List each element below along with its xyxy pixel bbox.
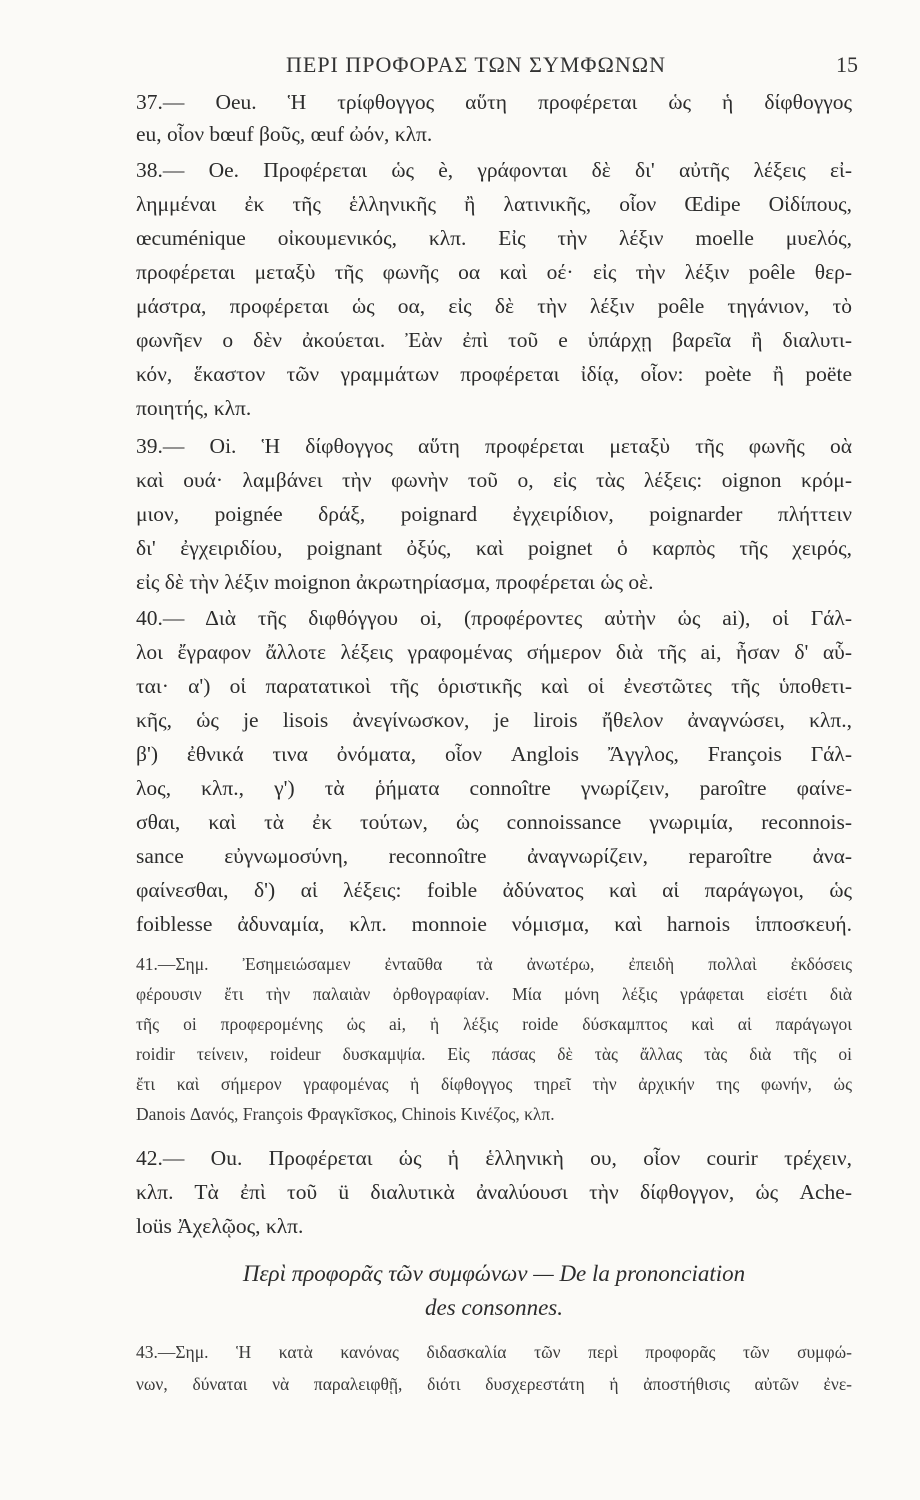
text-line: 42.— Ou. Προφέρεται ὡς ἡ ἑλληνικὴ ου, οἷον courir τρέχειν, <box>136 1146 852 1170</box>
text-line: 38.— Oe. Προφέρεται ὡς è, γράφονται δὲ δι' αὐτῆς λέξεις εἰ- <box>136 158 852 182</box>
text-line: φαίνεσθαι, δ') αἱ λέξεις: foible ἀδύνατος καὶ αἱ παράγωγοι, ὡς <box>136 878 852 902</box>
note-line: 43.—Σημ. Ἡ κατὰ κανόνας διδασκαλία τῶν περὶ προφορᾶς τῶν συμφώ- <box>136 1342 852 1362</box>
text-line: κῆς, ὡς je lisois ἀνεγίνωσκον, je lirois ἤθελον ἀναγνώσει, κλπ., <box>136 708 852 732</box>
text-line: 37.— Oeu. Ἡ τρίφθογγος αὕτη προφέρεται ὡς ἡ δίφθογγος <box>136 90 852 114</box>
note-line: ἔτι καὶ σήμερον γραφομένας ἡ δίφθογγος τηρεῖ τὴν ἀρχικήν της φωνήν, ὡς <box>136 1074 852 1094</box>
text-line: foiblesse ἀδυναμία, κλπ. monnoie νόμισμα, καὶ harnois ἱπποσκευή. <box>136 912 852 936</box>
page-number: 15 <box>836 52 858 77</box>
text-line: 40.— Διὰ τῆς διφθόγγου oi, (προφέροντες αὐτὴν ὡς ai), οἱ Γάλ- <box>136 606 852 630</box>
text-line: καὶ ουά· λαμβάνει τὴν φωνὴν τοῦ ο, εἰς τὰς λέξεις: oignon κρόμ- <box>136 468 852 492</box>
note-line: τῆς oi προφερομένης ὡς ai, ἡ λέξις roide δύσκαμπτος καὶ αἱ παράγωγοι <box>136 1014 852 1034</box>
text-line: μιον, poignée δράξ, poignard ἐγχειρίδιον, poignarder πλήττειν <box>136 502 852 526</box>
text-line: εἰς δὲ τὴν λέξιν moignon ἀκρωτηρίασμα, προφέρεται ὡς οὲ. <box>136 570 654 594</box>
text-line: 39.— Oi. Ἡ δίφθογγος αὕτη προφέρεται μεταξὺ τῆς φωνῆς οὰ <box>136 434 852 458</box>
note-line: νων, δύναται νὰ παραλειφθῇ, διότι δυσχερεστάτη ἡ ἀποστήθισις αὐτῶν ἐνε- <box>136 1374 852 1394</box>
running-title: ΠΕΡΙ ΠΡΟΦΟΡΑΣ ΤΩΝ ΣΥΜΦΩΝΩΝ <box>286 52 666 77</box>
text-line: κόν, ἕκαστον τῶν γραμμάτων προφέρεται ἰδίᾳ, οἷον: poète ἢ poëte <box>136 362 852 386</box>
text-line: sance εὐγνωμοσύνη, reconnoître ἀναγνωρίζειν, reparoître ἀνα- <box>136 844 852 868</box>
note-line: roidir τείνειν, roideur δυσκαμψία. Εἰς πάσας δὲ τὰς ἄλλας τὰς διὰ τῆς oi <box>136 1044 852 1064</box>
text-line: λος, κλπ., γ') τὰ ῥήματα connoître γνωρίζειν, paroître φαίνε- <box>136 776 852 800</box>
section-heading-continued: des consonnes. <box>425 1295 563 1320</box>
text-line: λημμέναι ἐκ τῆς ἑλληνικῆς ἢ λατινικῆς, οἷον Œdipe Οἰδίπους, <box>136 192 852 216</box>
text-line: φωνῆεν ο δὲν ἀκούεται. Ἐὰν ἐπὶ τοῦ e ὑπάρχῃ βαρεῖα ἢ διαλυτι- <box>136 328 852 352</box>
text-line: μάστρα, προφέρεται ὡς οα, εἰς δὲ τὴν λέξιν poêle τηγάνιον, τὸ <box>136 294 852 318</box>
text-line: προφέρεται μεταξὺ τῆς φωνῆς οα καὶ οέ· εἰς τὴν λέξιν poêle θερ- <box>136 260 852 284</box>
text-line: eu, οἷον bœuf βοῦς, œuf ὠόν, κλπ. <box>136 122 433 146</box>
section-heading: Περὶ προφορᾶς τῶν συμφώνων — De la prononciation <box>242 1261 746 1286</box>
text-line: δι' ἐγχειριδίου, poignant ὀξύς, καὶ poignet ὁ καρπὸς τῆς χειρός, <box>136 536 852 560</box>
text-line: œcuménique οἰκουμενικός, κλπ. Εἰς τὴν λέξιν moelle μυελός, <box>136 226 852 250</box>
text-line: ται· α') οἱ παρατατικοὶ τῆς ὁριστικῆς καὶ οἱ ἐνεστῶτες τῆς ὑποθετι- <box>136 674 852 698</box>
note-line: Danois Δανός, François Φραγκῖσκος, Chinois Κινέζος, κλπ. <box>136 1104 555 1124</box>
running-header <box>0 52 920 82</box>
text-line: loüs Ἀχελῷος, κλπ. <box>136 1214 304 1238</box>
text-line: κλπ. Τὰ ἐπὶ τοῦ ü διαλυτικὰ ἀναλύουσι τὴν δίφθογγον, ὡς Ache- <box>136 1180 852 1204</box>
note-line: 41.—Σημ. Ἐσημειώσαμεν ἐνταῦθα τὰ ἀνωτέρω, ἐπειδὴ πολλαὶ ἐκδόσεις <box>136 954 852 974</box>
text-line: ποιητής, κλπ. <box>136 396 252 420</box>
text-line: β') ἐθνικά τινα ὀνόματα, οἷον Anglois Ἄγγλος, François Γάλ- <box>136 742 852 766</box>
note-line: φέρουσιν ἔτι τὴν παλαιὰν ὀρθογραφίαν. Μία μόνη λέξις γράφεται εἰσέτι διὰ <box>136 984 852 1004</box>
text-line: σθαι, καὶ τὰ ἐκ τούτων, ὡς connoissance γνωριμία, reconnois- <box>136 810 852 834</box>
text-line: λοι ἔγραφον ἄλλοτε λέξεις γραφομένας σήμερον διὰ τῆς ai, ἦσαν δ' αὗ- <box>136 640 852 664</box>
